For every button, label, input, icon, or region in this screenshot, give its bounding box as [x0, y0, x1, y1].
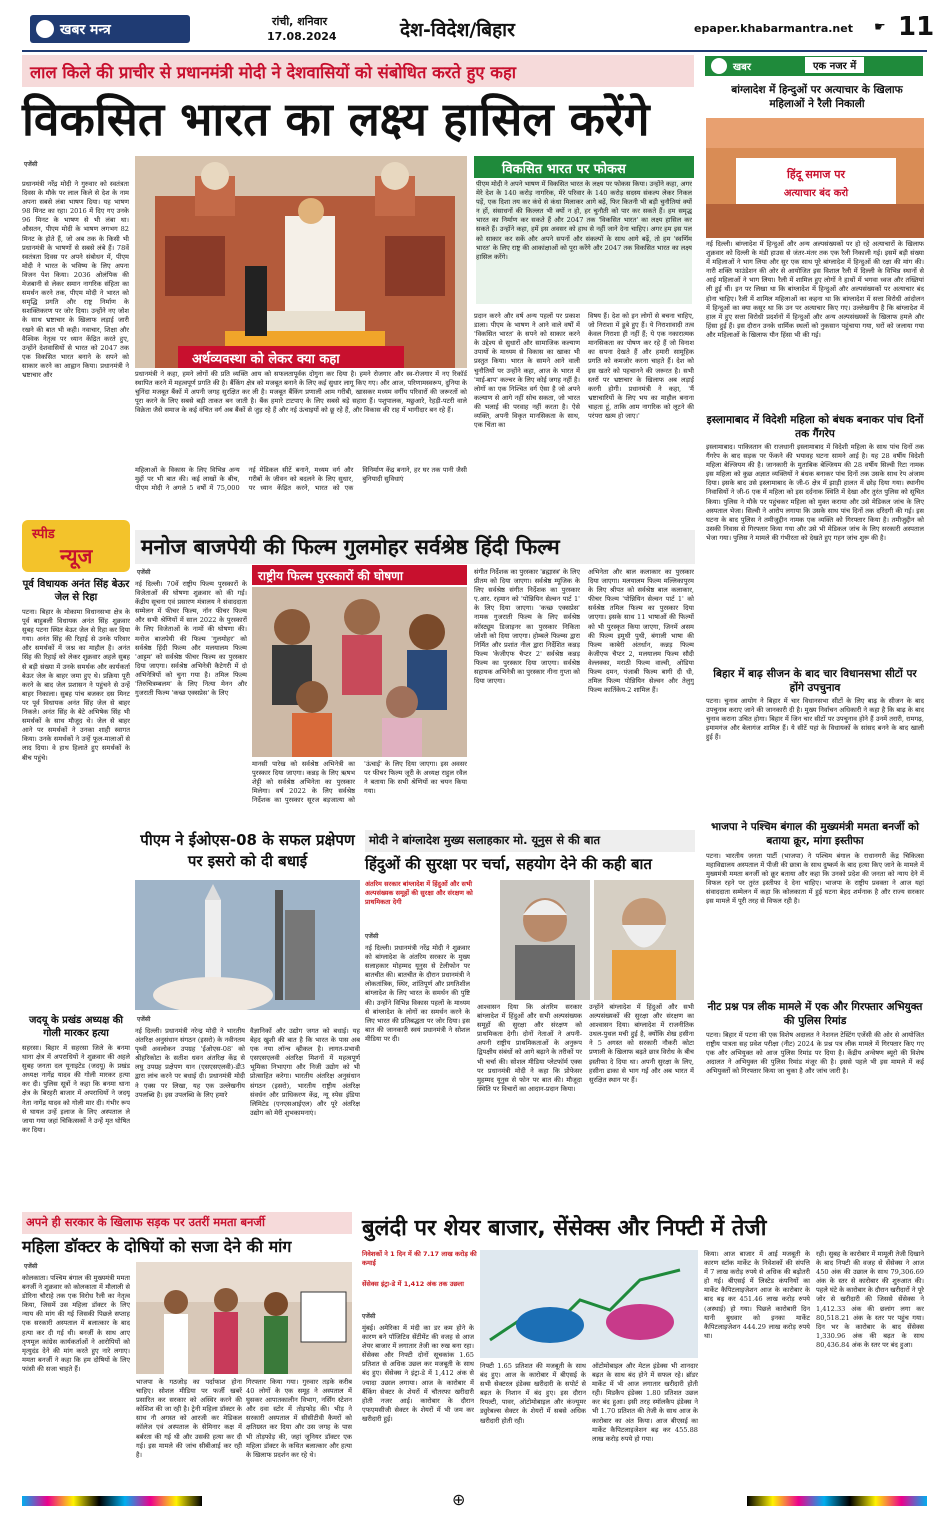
red-fort-photo — [135, 156, 467, 368]
yunus-kicker-band — [365, 830, 695, 852]
rc-story2-headline: इस्लामाबाद में विदेशी महिला को बंधक बनाकर पांच दिनों तक गैंगरेप — [706, 414, 924, 440]
rc-story5-headline: नीट प्रश्न पत्र लीक मामले में एक और गिरफ्तार अभियुक्त की पुलिस रिमांड — [707, 1001, 923, 1027]
sn-story2-headline: जदयू के प्रखंड अध्यक्ष की गोली मारकर हत्या — [29, 1015, 123, 1039]
economy-cols: महिलाओं के विकास के लिए विभिन्न अन्य मुद्दों पर भी बात की। कई लाखों के बीच, पीएम मोदी ने अगले 5 वर्षों में 75,000 नई मेडिकल सीटें बनाने, मध्यम वर्ग और गरीबों के जीवन को बदलने के लिए सुधार, पर ध्यान केंद्रित करने, भारत को एक विनिर्माण केंद्र बनाने, हर घर तक पानी जैसी बुनियादी सुविधाएं — [135, 466, 467, 493]
sn-story1-headline: पूर्व विधायक अनंत सिंह बेऊर जेल से रिहा — [22, 579, 130, 603]
rc-story2-text: इस्लामाबाद। पाकिस्तान की राजधानी इस्लामाबाद में विदेशी महिला के साथ पांच दिनों तक गैंगरेप के बाद सड़क पर फेंकने की भयावह घटना सामने आई है। यह 28 वर्षीय विदेशी महिला बेल्जियम की है। जानकारी के मुताबिक बेल्जियम की 28 वर्षीय सिल्वी रिटा नामक इस महिला को कुछ अज्ञात व्यक्तियों ने बंधक बनाकर पांच दिनों तक उसके साथ रेप अंजाम दिया। इसके बाद उसे इस्लामाबाद के जी-6 क्षेत्र में झाड़ी हालत में छोड़ दिया गया। स्थानीय निवासियों ने जी-6 एक में महिला को इस दर्दनाक स्थिति में देखा और तुरंत पुलिस को सूचित किया। पुलिस ने मौके पर पहुंचकर महिला को मुक्त कराया और उसे मेडिकल जांच के लिए अस्पताल भेजा। सिल्वी ने आरोप लगाया कि उसके साथ पांच दिनों तक दरिंदगी की गई। इस घटना के बाद पुलिस ने तमीजुद्दीन नामक एक व्यक्ति को गिरफ्तार किया है। तमीजुद्दीन को उसकी निवास से गिरफ्तार किया गया और उसे भी मेडिकल जांच के लिए सरकारी अस्पताल भेजा गया। पुलिस ने मामले की गंभीरता को देखते हुए गहन जांच शुरू की है। — [706, 443, 924, 542]
lead-col-right: विषय हैं। देश को इन लोगों से बचना चाहिए, जो निराशा में डूबे हुए हैं। ये निराशावादी तत्व केवल निराशा ही नहीं हैं; ये एक नकारात्मक मानसिकता का पोषण कर रहे हैं जो विनाश का सपना देखते हैं और हमारी सामूहिक प्रगति को कमजोर करना चाहते हैं। देश को इस खतरे को पहचानने की जरूरत है। सभी स्तरों पर भ्रष्टाचार के खिलाफ अब लड़ाई करनी होगी। प्रधानमंत्री ने कहा, 'मैं भ्रष्टाचारियों के लिए भय का माहौल बनाना चाहता हूं, ताकि आम नागरिक को लूटने की परंपरा खत्म हो जाए।' — [588, 312, 694, 421]
color-swatch-right — [747, 1496, 927, 1506]
rc-story1-text: नई दिल्ली। बांग्लादेश में हिन्दुओं और अन्य अल्पसंख्यकों पर हो रहे अत्याचारों के खिलाफ शुक्रवार को दिल्ली के मंडी हाउस से जंतर-मंतर तक एक रैली निकाली गई। इसमें बड़ी संख्या में महिलाओं ने भाग लिया और सुर एक साथ पूरे बांग्लादेश में हिन्दुओं की रक्षा की मांग की। नारी शक्ति फाउंडेशन की ओर से आयोजित इस विशाल रैली में दिल्ली के विभिन्न स्थानों से आई महिलाओं ने भाग लिया। रैली में शामिल हुए लोगों ने हाथों में भगवा ध्वज और तख्तियां ली हुई थीं। इन पर लिखा था कि बांग्लादेश में हिन्दुओं और अल्पसंख्यकों पर अत्याचार बंद होना चाहिए। रैली में शामिल महिलाओं का कहना था कि बांग्लादेश में सत्ता विरोधी आंदोलन में हिन्दुओं का क्या कसूर था कि उन पर अत्याचार किए गए। उल्लेखनीय है कि बांग्लादेश में हाल में हुए सत्ता विरोधी प्रदर्शनों में हिन्दुओं और अन्य अल्पसंख्यकों के खिलाफ हमले और हिंसा हुई हैं। इस दौरान उनके धार्मिक स्थलों को नुकसान पहुंचाया गया, घरों को जलाया गया और महिलाओं के खिलाफ यौन हिंसा भी की गई। — [706, 240, 924, 339]
bull-bear-graphic — [480, 1250, 698, 1358]
glance-tag-bar — [705, 56, 923, 76]
masthead-bar — [22, 8, 935, 52]
color-swatch-left — [22, 1496, 202, 1506]
glance-logo-icon — [711, 58, 727, 74]
mamata-col3: गिरफ्तार किया गया। गुरुवार तड़के करीब 40 लोगों के एक समूह ने अस्पताल में घुसकर आपातकालीन विभाग, नर्सिंग स्टेशन और दवा स्टोर में तोड़फोड़ की। भीड़ ने सरकारी अस्पताल में सीसीटीवी कैमरों को क्षतिग्रस्त कर दिया और उस जगह के पास भी तोड़फोड़ की, जहां जूनियर डॉक्टर एक महिला डॉक्टर के कथित बलात्कार और हत्या के खिलाफ प्रदर्शन कर रहे थे। — [246, 1378, 352, 1459]
market-photo — [480, 1250, 698, 1358]
mamata-kicker-band — [22, 1212, 352, 1234]
lead-kicker: लाल किले की प्राचीर से प्रधानमंत्री मोदी ने देशवासियों को संबोधित करते हुए कहा — [30, 63, 517, 82]
market-bureau: एजेंसी — [362, 1313, 376, 1320]
film-caption: मानसी पारेख को सर्वश्रेष्ठ अभिनेत्री का पुरस्कार दिया जाएगा। कन्नड़ के लिए ऋषभ शेट्टी को सर्वश्रेष्ठ अभिनेता का पुरस्कार मिलेगा। वर्ष 2022 के लिए सर्वश्रेष्ठ निर्देशक का पुरस्कार सूरज बड़जात्या को 'ऊंचाई' के लिए दिया जाएगा। इस अवसर पर फीचर फिल्म जूरी के अध्यक्ष राहुल रवैल ने बताया कि सभी श्रेणियों का चयन किया गया। — [252, 760, 467, 805]
rc-story4-text: पटना। भारतीय जनता पार्टी (भाजपा) ने पश्चिम बंगाल के राधानगरी केंद्र चिकित्सा महाविद्यालय अस्पताल में पीजी की छात्रा के साथ दुष्कर्म के बाद हत्या किए जाने के मामले में मुख्यमंत्री ममता बनर्जी को क्रूर बताया और कहा कि उनको प्रदेश की जनता को न्याय देने में विफल रहने पर तुरंत इस्तीफा दे देना चाहिए। भाजपा के राष्ट्रीय प्रवक्ता ने आज यहां संवाददाता सम्मेलन में कहा कि कोलकाता में हुई घटना बेहद शर्मनाक है और राज्य सरकार इस मामले में पूरी तरह से विफल रही है। — [706, 852, 924, 906]
banner-text-1: हिंदू समाज पर — [787, 168, 845, 181]
modi-portrait — [594, 880, 694, 1000]
banner-text-2: अत्याचार बंद करो — [783, 188, 849, 199]
brand-name: खबर मन्त्र — [60, 22, 111, 38]
market-bullet1: निवेशकों ने 1 दिन में की 7.17 लाख करोड़ की कमाई — [362, 1250, 477, 1267]
speed-news-logo-1: स्पीड — [32, 527, 55, 542]
modi-photo — [594, 880, 694, 1000]
yunus-photo — [500, 880, 590, 1000]
brand-logo-icon — [36, 20, 54, 38]
economy-title: अर्थव्यवस्था को लेकर क्या कहा — [192, 352, 340, 367]
rc-story5-text: पटना। बिहार में पटना की एक विशेष अदालत ने नेशनल टेस्टिंग एजेंसी की ओर से आयोजित राष्ट्रीय पात्रता सह प्रवेश परीक्षा (नीट) 2024 के प्रश्न पत्र लीक मामले में गिरफ्तार किए गए एक और अभियुक्त को आज पुलिस रिमांड पर दिया है। केंद्रीय अन्वेषण ब्यूरो की विशेष अदालत ने अभियुक्त की पुलिस रिमांड मंजूर की है। इससे पहले भी इस मामले में कई अभियुक्तों को गिरफ्तार किया जा चुका है और जांच जारी है। — [706, 1031, 924, 1076]
film-headline-band — [135, 530, 695, 564]
market-col5: रही। सुबह के कारोबार में मामूली तेजी दिखाने के बाद निफ्टी की वजह से सेंसेक्स ने आज 450 अंक की उछाल के साथ 79,306.69 अंक के स्तर से कारोबार की शुरुआत की। पहले घंटे के कारोबार के दौरान खरीदारों ने पूरे जोर से खरीदारी की जिससे सेंसेक्स ने 1,412.33 अंक की छलांग लगा कर 80,518.21 अंक के स्तर पर पहुंच गया। दिन भर के कारोबार के बाद सेंसेक्स 1,330.96 अंक की बढ़त के साथ 80,436.84 अंक के स्तर पर बंद हुआ। — [816, 1250, 924, 1349]
yunus-bullet: अंतरिम सरकार बांग्लादेश में हिंदुओं और सभी अल्पसंख्यक समूहों की सुरक्षा और संरक्षण को प्राथमिकता देगी — [365, 880, 473, 906]
isro-headline: पीएम ने ईओएस-08 के सफल प्रक्षेपण पर इसरो को दी बधाई — [140, 831, 355, 870]
mamata-photo — [136, 1262, 352, 1374]
market-col2: निफ्टी 1.65 प्रतिशत की मजबूती के साथ बंद हुए। आज के कारोबार में बीएसई के सभी सेक्टरल इंडेक्स खरीदारी के सपोर्ट से बढ़त के निशान में बंद हुए। इस दौरान रियल्टी, पावर, ऑटोमोबाइल और कंज्यूमर ड्युरेबल्स सेक्टर के शेयरों में सबसे अधिक खरीदारी होती रही। — [480, 1362, 586, 1425]
rc-story3-text: पटना। चुनाव आयोग ने बिहार में चार विधानसभा सीटों के लिए बाढ़ के सीजन के बाद उपचुनाव कराए जाने की जानकारी दी है। मुख्य निर्वाचन अधिकारी ने कहा है कि बाढ़ के बाद चुनाव कराना उचित होगा। बिहार में जिन चार सीटों पर उपचुनाव होने हैं उनमें तरारी, रामगढ़, इमामगंज और बेलागंज शामिल हैं। ये सीटें यहां के विधायकों के सांसद बनने के बाद खाली हुई हैं। — [706, 697, 924, 742]
focus-box-header — [474, 156, 694, 178]
market-headline: बुलंदी पर शेयर बाजार, सेंसेक्स और निफ्टी में तेजी — [362, 1216, 767, 1241]
rally-photo — [706, 118, 924, 238]
rocket-photo — [135, 880, 360, 1010]
film-col4: अभिनेता और बाल कलाकार का पुरस्कार दिया जाएगा। मलयालम फिल्म मल्लिकापुरम के लिए श्रीपत को सर्वश्रेष्ठ बाल कलाकार, फीचर फिल्म 'पोन्नियिन सेल्वन पार्ट 1' को सर्वश्रेष्ठ तमिल फिल्म का पुरस्कार दिया जाएगा। इसके साथ 11 भाषाओं की फिल्मों को भी पुरस्कृत किया जाएगा, जिनमें असम की फिल्म इमुथी पुथी, बंगाली भाषा की फिल्म काबेरी अंतर्धान, कन्नड़ फिल्म केजीएफ चैप्टर 2, मलयालम फिल्म सौदी वेल्लक्का, मराठी फिल्म वाल्वी, ओडिया फिल्म दमन, पंजाबी फिल्म बागी दी धी, तमिल फिल्म पोन्नियिन सेल्वन और तेलुगु फिल्म कार्तिकेय-2 शामिल हैं। — [588, 568, 694, 695]
brand-badge — [30, 15, 190, 43]
film-headline: मनोज बाजपेयी की फिल्म गुलमोहर सर्वश्रेष्ठ हिंदी फिल्म — [141, 535, 560, 559]
film-photo — [252, 587, 467, 757]
glance-tag-2: एक नजर में — [805, 57, 864, 73]
mamata-col1: कोलकाता। पश्चिम बंगाल की मुख्यमंत्री ममता बनर्जी ने शुक्रवार को कोलकाता में मौलाली से डोरिना चौराहे तक एक विरोध रैली का नेतृत्व किया, जिसमें उस महिला डॉक्टर के लिए न्याय की मांग की गई जिसकी पिछले सप्ताह एक सरकारी अस्पताल में बलात्कार के बाद हत्या कर दी गई थी। बनर्जी के साथ आए तृणमूल कांग्रेस कार्यकर्ताओं ने आरोपियों को मृत्युदंड देने की मांग करते हुए नारे लगाए। ममता बनर्जी ने कहा कि हम दोषियों के लिए फांसी की सजा चाहते हैं। — [22, 1274, 130, 1373]
yunus-headline: हिंदुओं की सुरक्षा पर चर्चा, सहयोग देने की कही बात — [365, 855, 652, 873]
rocket-launch-photo — [135, 880, 360, 1010]
speed-news-logo — [22, 520, 130, 572]
isro-col2: वैज्ञानिकों और उद्योग जगत को बधाई। यह बेहद खुशी की बात है कि भारत के पास अब एक नया लॉन्च व्हीकल है। लागत-प्रभावी एसएसएलवी अंतरिक्ष मिशनों में महत्वपूर्ण भूमिका निभाएगा और निजी उद्योग को भी प्रोत्साहित करेगा। भारतीय अंतरिक्ष अनुसंधान संगठन (इसरो), भारतीय राष्ट्रीय अंतरिक्ष संवर्धन और प्राधिकरण केंद्र, न्यू स्पेस इंडिया लिमिटेड (एनएसआईएल) और पूरे अंतरिक्ष उद्योग को मेरी शुभकामनाएं। — [250, 1027, 360, 1117]
rc-story4-headline: भाजपा ने पश्चिम बंगाल की मुख्यमंत्री ममता बनर्जी को बताया क्रूर, मांगा इस्तीफा — [711, 821, 919, 847]
market-col4: किया। आज बाजार में आई मजबूती के कारण स्टॉक मार्केट के निवेशकों की संपत्ति में 7 लाख करोड़ रुपये से अधिक की बढ़ोतरी हो गई। बीएसई में लिस्टेड कंपनियों का मार्केट कैपिटलाइजेशन आज के कारोबार के बाद बढ़ कर 451.46 लाख करोड़ रुपये (अस्थाई) हो गया। पिछले कारोबारी दिन यानी बुधवार को इनका मार्केट कैपिटलाइजेशन 444.29 लाख करोड़ रुपये था। — [704, 1250, 810, 1340]
mamata-bureau: एजेंसी — [24, 1263, 38, 1270]
registration-marks — [22, 1492, 927, 1510]
film-subhead: राष्ट्रीय फिल्म पुरस्कारों की घोषणा — [258, 569, 403, 583]
isro-col1: नई दिल्ली। प्रधानमंत्री नरेन्द्र मोदी ने भारतीय अंतरिक्ष अनुसंधान संगठन (इसरो) के नवीनतम पृथ्वी अवलोकन उपग्रह 'ईओएस-08' को श्रीहरिकोटा के सतीश धवन अंतरिक्ष केंद्र से लघु उपग्रह प्रक्षेपण यान (एसएसएलवी)-डी3 द्वारा लांच करने पर बधाई दी। प्रधानमंत्री मोदी ने एक्स पर लिखा, यह एक उल्लेखनीय उपलब्धि है। इस उपलब्धि के लिए हमारे — [135, 1027, 245, 1099]
isro-bureau: एजेंसी — [137, 1016, 151, 1023]
website-url: epaper.khabarmantra.net — [694, 22, 853, 35]
speed-news-logo-2: न्यूज — [60, 544, 93, 568]
lead-photo — [135, 156, 467, 368]
rally-photo-art — [706, 118, 924, 238]
dateline-place: रांची, शनिवार — [272, 15, 328, 28]
dateline-date: 17.08.2024 — [267, 30, 337, 43]
glance-tag: खबर — [733, 62, 751, 73]
market-col3: ऑटोमोबाइल और मेटल इंडेक्स भी शानदार बढ़त के साथ बंद होने में सफल रहे। ब्रॉडर मार्केट में भी आज लगातार खरीदारी होती रही। मिडकैप इंडेक्स 1.80 प्रतिशत उछल कर बंद हुआ। इसी तरह स्मॉलकैप इंडेक्स ने भी 1.70 प्रतिशत की तेजी के साथ आज के कारोबार का अंत किया। आज बीएसई का मार्केट कैपिटलाइजेशन बढ़ कर 455.88 लाख करोड़ रुपये हो गया। — [592, 1362, 698, 1443]
sn-story1-text: पटना। बिहार के मोकामा विधानसभा क्षेत्र के पूर्व बाहुबली विधायक अनंत सिंह शुक्रवार सुबह पटना स्थित बेऊर जेल से रिहा कर दिया गया। अनंत सिंह की रिहाई से उनके परिवार और समर्थकों में जश्न का माहौल है। अनंत सिंह की रिहाई को लेकर शुक्रवार अहले सुबह से बड़ी संख्या में उनके समर्थक और कार्यकर्ता बेऊर जेल के बाहर जमा हुए थे। प्रक्रिया पूरी करने के बाद जेल प्रशासन ने पहुंचने से उन्हें बाहर निकाला। सुबह पांच बजकर दस मिनट पर पूर्व विधायक अनंत सिंह जेल से बाहर निकले। अनंत सिंह के बेटे अभिषेक सिंह भी समर्थकों के साथ मौजूद थे। जेल से बाहर आने पर समर्थकों ने उनका शाही स्वागत किया। उनके समर्थकों ने उन्हें फूल-मालाओं से लाद दिया। वे हाथ हिलाते हुए समर्थकों के बीच पहुंचे। — [22, 608, 130, 762]
mamata-col2: भाजपा के गठजोड़ का पर्दाफाश होना चाहिए। सोशल मीडिया पर फर्जी खबरें प्रसारित कर सरकार को अस्थिर करने की कोशिश की जा रही है। ट्रेनी महिला डॉक्टर के साथ नौ अगस्त को आरजी कर मेडिकल कॉलेज एवं अस्पताल के सेमिनार कक्ष में बर्बरता की गई थी और उसकी हत्या कर दी गई। इस मामले की जांच सीबीआई कर रही है। — [136, 1378, 242, 1459]
lead-kicker-band — [22, 55, 694, 87]
focus-box-text: पीएम मोदी ने अपने भाषण में विकसित भारत के लक्ष्य पर फोकस किया। उन्होंने कहा, अगर मेरे देश के 140 करोड़ नागरिक, मेरे परिवार के 140 करोड़ सदस्य संकल्प लेकर निकल पड़ें, एक दिशा तय कर कंधे से कंधा मिलाकर आगे बढ़ें, फिर कितनी भी बड़ी चुनौतियां क्यों न हों, संसाधनों की किल्लत भी क्यों न हो, हर चुनौती को पार कर सकते हैं। हम समृद्ध भारत का निर्माण कर सकते हैं और 2047 तक 'विकसित भारत' का लक्ष्य हासिल कर सकते हैं। उन्होंने कहा, हमें इस अवसर को हाथ से नहीं जाने देना चाहिए। अगर हम इस पल को साकार कर सकें और अपने सपनों और संकल्पों के साथ आगे बढ़ें, तो हम 'स्वर्णिम भारत' के लिए राष्ट्र की आकांक्षाओं को पूरा करेंगे और 2047 तक विकसित भारत का लक्ष्य हासिल करेंगे। — [476, 180, 692, 304]
yunus-portrait — [500, 880, 590, 1000]
sn-story2-text: सहरसा। बिहार में सहरसा जिले के बनमा थाना क्षेत्र में अपराधियों ने शुक्रवार की अहले सुबह जनता दल यूनाइटेड (जदयू) के प्रखंड अध्यक्ष नागेंद्र यादव की गोली मारकर हत्या कर दी। पुलिस सूत्रों ने कहा कि बनमा थाना क्षेत्र के बिरहरी बाजार में अपराधियों ने जदयू नेता नागेंद्र यादव को गोली मार दी। गंभीर रूप से घायल उन्हें इलाज के लिए अस्पताल ले जाया गया जहां चिकित्सकों ने उन्हें मृत घोषित कर दिया। — [22, 1044, 130, 1134]
mamata-rally-photo — [136, 1262, 352, 1374]
film-cast-photo — [252, 587, 467, 757]
mamata-kicker: अपने ही सरकार के खिलाफ सड़क पर उतरीं ममता बनर्जी — [26, 1215, 265, 1229]
yunus-col1: नई दिल्ली। प्रधानमंत्री नरेंद्र मोदी ने शुक्रवार को बांग्लादेश के अंतरिम सरकार के मुख्य सलाहकार मोहम्मद यूनुस से टेलीफोन पर बातचीत की। बातचीत के दौरान प्रधानमंत्री ने लोकतांत्रिक, स्थिर, शांतिपूर्ण और प्रगतिशील बांग्लादेश के लिए भारत के समर्थन की पुष्टि की। उन्होंने विभिन्न विकास पहलों के माध्यम से बांग्लादेश के लोगों का समर्थन करने के लिए भारत की प्रतिबद्धता पर जोर दिया। इस बात की जानकारी स्वयं प्रधानमंत्री ने सोशल मीडिया पर दी। — [365, 944, 470, 1043]
rc-story1-headline: बांग्लादेश में हिन्दुओं पर अत्याचार के खिलाफ महिलाओं ने रैली निकाली — [731, 84, 903, 110]
market-bullet2: सेंसेक्स इंट्रा-डे में 1,412 अंक तक उछला — [362, 1280, 464, 1288]
header-rule — [22, 50, 927, 52]
focus-box-title: विकसित भारत पर फोकस — [502, 162, 626, 177]
mamata-headline: महिला डॉक्टर के दोषियों को सजा देने की मांग — [22, 1237, 292, 1256]
lead-bureau: एजेंसी — [24, 161, 38, 168]
economy-text: प्रधानमंत्री ने कहा, हमने लोगों की प्रति व्यक्ति आय को सफलतापूर्वक दोगुना कर दिया है। हमने रोजगार और स्व-रोजगार में नए रिकॉर्ड स्थापित करने में महत्वपूर्ण प्रगति की है। बैंकिंग क्षेत्र को मजबूत बनाने के लिए कई सुधार लागू किए गए। और आज, परिणामस्वरूप, दुनिया के चुनिंदा मजबूत बैंकों में अपनी जगह सुरक्षित कर ली है। मजबूत बैंकिंग प्रणाली आम गरीबी, खासकर मध्यम वर्गीय परिवारों की जरूरतों को पूरा करने के लिए सबसे बड़ी ताकत बन जाती है। बैंक हमारे टाटपाए के लिए सबसे बड़े सहारा हैं। पशुपालक, मछुआरे, रेहड़ी-पटरी वाले विक्रेता जैसे समाज के कई वंचित वर्ग अब बैंकों से जुड़ रहे हैं और नई ऊंचाइयों को छू रहे हैं, और विकास की राह में भागीदार बन रहे हैं। — [135, 370, 467, 415]
rc-story3-headline: बिहार में बाढ़ सीजन के बाद चार विधानसभा सीटों पर होंगे उपचुनाव — [713, 668, 917, 694]
page-number: 11 — [898, 12, 935, 42]
economy-header — [178, 346, 404, 368]
lead-col-mid: प्रदान करने और वर्ष अन्य पहलों पर प्रकाश डाला। पीएम के भाषण ने आने वाले वर्षों में 'विकसित भारत' के सपने को साकार करने के उद्देश्य से सुधारों और सामाजिक कल्याण उपायों के माध्यम से विकास का खाका भी प्रस्तुत किया। भारत के सामने आने वाली चुनौतियों पर उन्होंने कहा, आज के भारत में 'माई-बाप' कल्चर के लिए कोई जगह नहीं है। लोगों का एक निश्चित वर्ग ऐसा है जो अपने कल्याण से आगे नहीं सोच सकता, जो भारत की भलाई की परवाह नहीं करता है। ऐसे व्यक्ति, अपनी विकृत मानसिकता के साथ, एक चिंता का — [474, 312, 580, 430]
film-bureau: एजेंसी — [137, 569, 151, 576]
film-subhead-band — [252, 565, 467, 585]
yunus-kicker: मोदी ने बांग्लादेश मुख्य सलाहकार मो. यूनुस से की बात — [369, 833, 601, 847]
yunus-col2: आश्वासन दिया कि अंतरिम सरकार बांग्लादेश में हिंदुओं और सभी अल्पसंख्यक समूहों की सुरक्षा और संरक्षण को प्राथमिकता देगी। दोनों नेताओं ने अपनी-अपनी राष्ट्रीय प्राथमिकताओं के अनुरूप द्विपक्षीय संबंधों को आगे बढ़ाने के तरीकों पर भी चर्चा की। सोशल मीडिया प्लेटफॉर्म एक्स पर प्रधानमंत्री मोदी ने कहा कि प्रोफेसर मुहम्मद यूनुस से फोन पर बात की। मौजूदा स्थिति पर विचारों का आदान-प्रदान किया। — [477, 1003, 582, 1093]
lead-col1: प्रधानमंत्री नरेंद्र मोदी ने गुरुवार को स्वतंत्रता दिवस के मौके पर लाल किले से देश के नाम अपना सबसे लंबा भाषण दिया। यह भाषण 98 मिनट का रहा। 2016 में दिए गए उनके 96 मिनट के भाषण से भी लंबा था। औसतन, पीएम मोदी के भाषण लगभग 82 मिनट के होते हैं, जो अब तक के किसी भी प्रधानमंत्री के भाषणों से सबसे लंबे हैं। 78वें स्वतंत्रता दिवस पर अपने संबोधन में, पीएम मोदी ने भारत के भविष्य के लिए अपना विजन पेश किया। 2036 ओलंपिक की मेजबानी से लेकर समान नागरिक संहिता का समर्थन करने तक, पीएम मोदी ने भारत को समृद्धि प्रगति और राष्ट्र निर्माण के सशक्तिकरण पर जोर दिया। उन्होंने नए जोश के साथ भ्रष्टाचार के खिलाफ लड़ाई जारी रखने की बात भी कही। नवाचार, शिक्षा और वैश्विक नेतृत्व पर ध्यान केंद्रित करते हुए, उन्होंने देशवासियों से भारत को 2047 तक एक विकसित भारत बनाने के सपने को साकार करने का आह्वान किया। प्रधानमंत्री ने भ्रष्टाचार और — [22, 180, 129, 379]
lead-headline: विकसित भारत का लक्ष्य हासिल करेंगे — [22, 92, 650, 146]
market-col1: मुंबई। अमेरिका में मंदी का डर कम होने के कारण बने पॉजिटिव सेंटीमेंट की वजह से आज शेयर बाजार में लगातार तेजी का रुख बना रहा। सेंसेक्स और निफ्टी दोनों सूचकांक 1.65 प्रतिशत से अधिक उछल कर मजबूती के साथ बंद हुए। सेंसेक्स ने इंट्रा-डे में 1,412 अंक से ज्यादा उछाल लगाया। आज के कारोबार में बैंकिंग सेक्टर के शेयरों में चौतरफा खरीदारी होती नजर आई। कारोबार के दौरान एफएमसीजी सेक्टर के शेयरों में भी जम कर खरीदारी हुई। — [362, 1324, 474, 1423]
section-title: देश-विदेश/बिहार — [400, 19, 515, 41]
crosshair-icon: ⊕ — [452, 1490, 466, 1509]
film-col1: नई दिल्ली। 70वें राष्ट्रीय फिल्म पुरस्कारों के विजेताओं की घोषणा शुक्रवार को की गई। केंद्रीय सूचना एवं प्रसारण मंत्रालय ने संवाददाता सम्मेलन में फीचर फिल्म, नॉन फीचर फिल्म और सभी श्रेणियों में साल 2022 के पुरस्कारों के लिए विजेताओं के नामों की घोषणा की। मनोज बाजपेयी की फिल्म 'गुलमोहर' को सर्वश्रेष्ठ हिंदी फिल्म और मलयालम फिल्म 'आट्टम' को सर्वश्रेष्ठ फीचर फिल्म का पुरस्कार दिया जाएगा। सर्वश्रेष्ठ अभिनेत्री कैटेगरी में दो अभिनेत्रियों को चुना गया है। तमिल फिल्म 'तिरुचित्रम्बलम' के लिए नित्या मेनन और गुजराती फिल्म 'कच्छ एक्सप्रेस' के लिए — [135, 580, 247, 698]
film-col3: संगीत निर्देशक का पुरस्कार 'ब्रह्मास्त्र' के लिए प्रीतम को दिया जाएगा। सर्वश्रेष्ठ म्यूजिक के लिए सर्वश्रेष्ठ संगीत निर्देशक का पुरस्कार ए.आर. रहमान को 'पोन्नियिन सेल्वन पार्ट 1' के लिए दिया जाएगा। 'कच्छ एक्सप्रेस' नामक गुजराती फिल्म के लिए सर्वश्रेष्ठ कॉस्ट्यूम डिजाइनर का पुरस्कार निकिता जोशी को दिया जाएगा। होम्बले फिल्म्स द्वारा निर्मित और प्रशांत नील द्वारा निर्देशित कन्नड़ फिल्म 'केजीएफ चैप्टर 2' सर्वश्रेष्ठ कन्नड़ फिल्म का पुरस्कार दिया जाएगा। सर्वश्रेष्ठ सहायक अभिनेत्री का पुरस्कार नीना गुप्ता को दिया जाएगा। — [474, 568, 580, 686]
yunus-col3: उन्होंने बांग्लादेश में हिंदुओं और सभी अल्पसंख्यकों की सुरक्षा और संरक्षण का आश्वासन दिया। बांग्लादेश में राजनीतिक उथल-पुथल मची हुई है, क्योंकि शेख हसीना ने 5 अगस्त को सरकारी नौकरी कोटा प्रणाली के खिलाफ बढ़ते छात्र विरोध के बीच इस्तीफा दे दिया था। अपनी सुरक्षा के लिए, हसीना ढाका से भाग गईं और अब भारत में सुरक्षित स्थान पर हैं। — [589, 1003, 694, 1084]
cursor-icon: ☛ — [874, 20, 886, 35]
focus-box — [474, 156, 694, 306]
yunus-bureau: एजेंसी — [365, 933, 379, 940]
